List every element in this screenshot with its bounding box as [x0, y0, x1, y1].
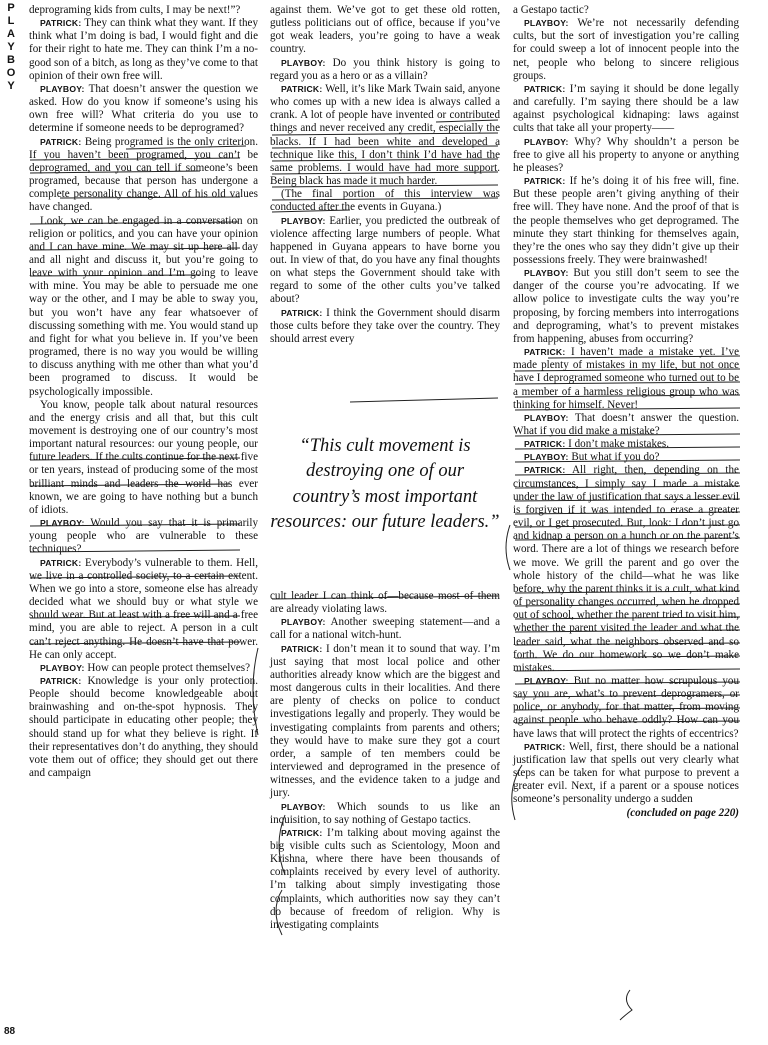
page-number: 88	[4, 1026, 16, 1037]
speaker-label: PATRICK:	[40, 557, 82, 568]
paragraph	[513, 4, 739, 17]
paragraph-text: That doesn’t answer the question. What if you did make a mistake?	[513, 411, 740, 437]
speaker-label: PLAYBOY:	[524, 18, 569, 29]
paragraph-text: We’re not necessarily defending cults, but the sort of investigation you’re calling for could sweep a lot of innocent people into the net, people who belong to sincere religious groups.	[513, 17, 739, 82]
paragraph-text: a Gestapo tactic?	[513, 4, 589, 16]
paragraph-text: I don’t make mistakes.	[568, 438, 670, 451]
article-column-2	[270, 4, 500, 346]
paragraph-text: But what if you do?	[571, 451, 660, 464]
speaker-label: PATRICK:	[524, 741, 566, 752]
paragraph-text: Well, it’s like Mark Twain said, anyone who comes up with a new idea is always called a crank. A lot of people have invented or contributed things and never received any credit, especially the blacks. If I had been white and developed a technique like this, I don’t think I’d have had the same problems. I would have had more support. Being black has made it much harder.	[270, 82, 500, 188]
paragraph-text: I don’t mean it to sound that way. I’m just saying that most local police and other authorities already know which are the biggest and most dangerous cults in their localities. And there are plenty of checks on police to conduct investigations legally and properly. They would be investigating complaints from parents and others; they would have to make sure they got a court order, a sample of ten members could be interviewed and deprogramed in the presence of witnesses, and the evidence taken to a judge and jury.	[270, 642, 500, 800]
paragraph-text: Would you say that it is primarily young people who are vulnerable to these techniques?	[29, 517, 258, 556]
paragraph	[270, 801, 500, 827]
paragraph-text: Which sounds to us like an inquisition, to say nothing of Gestapo tactics.	[270, 800, 501, 826]
speaker-label: PLAYBOY:	[281, 801, 326, 812]
paragraph-text: I think the Government should disarm those cults before they take over the country. They should arrest every	[270, 306, 500, 345]
speaker-label: PLAYBOY:	[281, 57, 326, 68]
speaker-label: PATRICK:	[524, 439, 566, 450]
speaker-label: PATRICK:	[40, 675, 82, 686]
pull-quote: “This cult movement is destroying one of our country’s most important resources: our future leaders.”	[270, 436, 500, 532]
article-column-3-body	[513, 4, 739, 807]
paragraph	[513, 741, 739, 807]
article-column-3	[513, 4, 739, 820]
paragraph-text: Do you think history is going to regard you as a hero or as a villain?	[270, 56, 500, 82]
speaker-label: PATRICK:	[524, 465, 566, 476]
magazine-name-letter: L	[7, 15, 15, 27]
magazine-name-letter: A	[7, 28, 15, 40]
paragraph	[270, 188, 500, 214]
paragraph	[29, 517, 258, 556]
paragraph-text: (The final portion of this interview was conducted after the events in Guyana.)	[270, 188, 500, 214]
magazine-name-letter: B	[7, 54, 15, 66]
article-column-1	[29, 4, 258, 780]
paragraph-text: Look, we can be engaged in a conversation on religion or politics, and you can have your opinion and I can have mine. We may sit up here all day and all night and discuss it, but you’re going to leave with your opinion and I’m going to leave with mine. You may be able to persuade me one way or the other, and I may be able to sway you, but you won’t have any fear whatsoever of discussing something with me. You would stand up and fight for what you believe in. If you’ve been programed, there is no way you would be willing to discuss anything with me other than what you’d been programed to discuss. It would be psychologically impossible.	[29, 214, 258, 398]
paragraph	[513, 17, 739, 83]
paragraph-text: Earlier, you predicted the outbreak of violence affecting large numbers of people. What happened in Guyana appears to have borne you out. In view of that, do you have any final thoughts on what steps the Government should take with regard to some of the other cults you’ve talked about?	[270, 214, 500, 306]
speaker-label: PATRICK:	[281, 643, 323, 654]
speaker-label: PLAYBOY:	[524, 412, 569, 423]
paragraph-text: I’m saying it should be done legally and carefully. I’m saying there should be a law against psychological kidnaping: laws against cults that take all your property——	[513, 82, 739, 135]
magazine-name-vertical	[3, 2, 19, 93]
paragraph	[29, 675, 258, 780]
speaker-label: PATRICK:	[281, 827, 323, 838]
article-column-2-top	[270, 4, 500, 346]
speaker-label: PLAYBOY:	[524, 452, 569, 463]
speaker-label: PATRICK:	[524, 83, 566, 94]
speaker-label: PATRICK:	[524, 176, 566, 187]
paragraph	[270, 590, 500, 616]
magazine-name-letter: Y	[7, 80, 15, 92]
paragraph-text: Another sweeping statement—and a call for a national witch-hunt.	[270, 616, 500, 642]
article-column-2-bottom	[270, 590, 500, 932]
paragraph	[270, 643, 500, 801]
paragraph	[513, 346, 739, 412]
paragraph	[270, 57, 500, 83]
paragraph	[513, 267, 739, 346]
paragraph-text: But no matter how scrupulous you say you are, what’s to prevent deprogramers, or police, or anybody, for that matter, from moving against people who behave oddly? How can you have laws that will protect the rights of eccentrics?	[513, 674, 740, 740]
paragraph-text: They can think what they want. If they think what I’m doing is bad, I would fight and die for their right to hate me. They can think I’m a no-good son of a bitch, as long as they’ve come to that opinion of their own free will.	[29, 17, 258, 82]
paragraph	[29, 662, 258, 675]
paragraph-text: But you still don’t seem to see the danger of the course you’re advocating. If we allow police to investigate cults the way you’re proposing, by forcing members into interrogations and deprograming, what’s to prevent mistakes from happening, abuses from occurring?	[513, 267, 739, 345]
paragraph	[29, 17, 258, 83]
paragraph-text: If he’s doing it of his free will, fine. But these people aren’t giving anything of their free will. They have none. And the proof of that is the people themselves who get deprogramed. The minute they start thinking for themselves again, they’re the ones who say they didn’t give up their possessions freely. They were brainwashed!	[513, 175, 740, 266]
paragraph	[513, 451, 739, 464]
magazine-name-letter: Y	[7, 41, 15, 53]
paragraph-text: I’m talking about moving against the big visible cults such as Scientology, Moon and Krishna, where there have been thousands of complaints received by every level of authority. I’m talking about simply investigating those complaints, which authorities now say they can’t do because of freedom of religion. Why is investigating complaints	[270, 826, 500, 931]
paragraph-text: Being programed is the only criterion. If you haven’t been programed, you can’t be deprogramed, and you can tell if someone’s been programed, because that person has undergone a complete personality change. All of his old values have changed.	[29, 135, 258, 214]
paragraph-text: All right, then, depending on the circumstances, I simply say I made a mistake under the law of justification that says a lesser evil is forgiven if it was intended to erase a greater evil, or I get prosecuted. But, look: I don’t just go and kidnap a person on a hunch or on the parent’s word. There are a lot of things we research before we move. We grill the parent and go over the whole history of the child—what he was like before, why the parent thinks it is a cult, what kind of personality changes occurred, when he dropped out of school, whether the parent tried to visit him, whether the parent visited the leader and what the leader said, what the neighbors observed and so forth. We do our homework so we don’t make mistakes.	[513, 464, 739, 674]
paragraph	[513, 83, 739, 136]
paragraph	[270, 827, 500, 932]
paragraph	[270, 83, 500, 188]
paragraph	[29, 4, 258, 17]
speaker-label: PATRICK:	[40, 18, 82, 29]
paragraph-text: You know, people talk about natural resources and the energy crisis and all that, but this cult movement is destroying one of our country’s most important natural resources: our young people, our future leaders. If the cults continue for the next five or ten years, instead of producing some of the most brilliant minds and leaders the world has ever known, we are going to have nothing but a bunch of idiots.	[29, 398, 258, 516]
paragraph	[513, 464, 739, 675]
paragraph	[513, 136, 739, 175]
paragraph	[29, 136, 258, 215]
speaker-label: PLAYBOY:	[524, 136, 569, 147]
paragraph	[29, 83, 258, 136]
paragraph	[270, 4, 500, 57]
pen-squiggle	[620, 990, 632, 1020]
speaker-label: PATRICK:	[281, 83, 323, 94]
bracket-mark	[506, 525, 510, 570]
magazine-name-letter: O	[6, 67, 16, 79]
paragraph	[513, 675, 739, 741]
paragraph-text: against them. We’ve got to get these old rotten, gutless politicians out of office, because if you’ve got weak leaders, you’re going to have a weak country.	[270, 4, 500, 56]
paragraph-text: Everybody’s vulnerable to them. Hell, we live in a controlled society, to a certain extent. When we go into a store, someone else has already decided what we should buy or what style we should wear. But at least with a free will and a free mind, you are able to reject. A person in a cult can’t reject anything. He doesn’t have that power. He can only accept.	[29, 556, 258, 661]
paragraph	[270, 215, 500, 307]
speaker-label: PATRICK:	[524, 347, 566, 358]
paragraph	[29, 399, 258, 517]
paragraph-text: cult leader I can think of—because most of them are already violating laws.	[270, 590, 500, 616]
speaker-label: PLAYBOY:	[40, 83, 85, 94]
speaker-label: PLAYBOY:	[524, 268, 569, 279]
speaker-label: PATRICK:	[281, 307, 323, 318]
paragraph	[270, 616, 500, 642]
speaker-label: PLAYBOY:	[40, 662, 85, 673]
paragraph-text: Why? Why shouldn’t a person be free to give all his property to anyone or anything he pleases?	[513, 135, 739, 174]
speaker-label: PLAYBOY:	[281, 215, 326, 226]
paragraph	[513, 412, 739, 438]
paragraph-text: How can people protect themselves?	[87, 661, 251, 674]
paragraph-text: Knowledge is your only protection. People should become knowledgeable about brainwashing and on-the-spot hypnosis. They should participate in educating other people; they should stand up for what they believe is right. If their representatives don’t do anything, they should vote them out of office; they should get out there and campaign	[29, 674, 258, 780]
paragraph	[270, 307, 500, 346]
speaker-label: PATRICK:	[40, 136, 82, 147]
speaker-label: PLAYBOY:	[281, 617, 326, 628]
speaker-label: PLAYBOY:	[524, 675, 569, 686]
continuation-note: (concluded on page 220)	[626, 806, 739, 819]
paragraph-text: Well, first, there should be a national justification law that spells out very clearly what steps can be taken for what purpose to prevent a greater evil. Next, if a parent or a spouse notices someone’s personality undergo a sudden	[513, 740, 739, 806]
paragraph	[29, 215, 258, 399]
paragraph-text: deprograming kids from cults, I may be next!”?	[29, 4, 241, 16]
paragraph	[513, 175, 739, 267]
paragraph-text: I haven’t made a mistake yet. I’ve made plenty of mistakes in my life, but not once have I deprogramed someone who turned out to be a member of a harmless religious group who was thinking for himself. Never!	[513, 346, 739, 411]
paragraph-text: That doesn’t answer the question we asked. How do you know if someone’s using his own free will? What criteria do you use to determine if someone needs to be deprogramed?	[29, 82, 259, 135]
underline-mark	[350, 398, 498, 402]
magazine-name-letter: P	[7, 2, 15, 14]
paragraph	[513, 438, 739, 451]
paragraph	[29, 557, 258, 662]
speaker-label: PLAYBOY:	[40, 518, 85, 529]
